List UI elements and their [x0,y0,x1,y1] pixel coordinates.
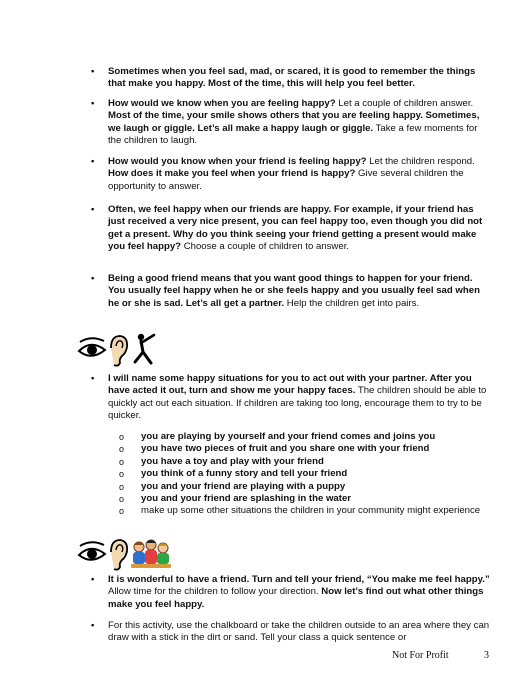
bullet-paragraph [91,66,491,91]
sub-bullet-marker: o [119,481,125,492]
bullet-paragraph [91,574,491,611]
text-run: Take a few moments for the children to laugh. [108,122,478,147]
bullet-paragraph [91,204,491,254]
bold-text-run: Being a good friend means that you want good things to happen for your friend. You usually feel happy when he or she feels happy and you usually feel sad when he or she is sad. Let’s all get a partner. [108,273,480,309]
bullet-paragraph [91,156,491,193]
bold-text-run: How would you know when your friend is feeling happy? [108,156,367,167]
bullet-marker: • [91,373,95,384]
paragraph-text [108,620,491,645]
eye-icon [79,338,105,356]
situation-text: you have a toy and play with your friend [141,455,324,467]
bold-text-run: Sometimes when you feel sad, mad, or scared, it is good to remember the things that make you happy. Most of the time, this will help you feel better. [108,66,476,90]
ear-icon [111,336,127,366]
paragraph-text [108,273,491,310]
modality-icons [77,536,177,577]
bold-text-run: Most of the time, your smile shows others that you are feeling happy. Sometimes, we laugh or giggle. Let’s all make a happy laugh or giggle. [108,110,480,134]
sub-bullet-marker: o [119,432,125,442]
bold-text-run: It is wonderful to have a friend. Turn and tell your friend, “You make me feel happy.” [108,574,490,585]
sub-bullet-marker: o [119,444,125,455]
sub-bullet-marker: o [119,506,125,517]
list-item [119,505,499,517]
list-item [119,493,499,505]
situation-text: you and your friend are playing with a puppy [141,480,346,492]
paragraph-text [108,204,491,254]
bullet-paragraph [91,620,491,645]
paragraph-text [108,156,491,193]
text-run: For this activity, use the chalkboard or take the children outside to an area where they can draw with a stick in the dirt or sand. Tell your class a quick sentence or [108,620,490,644]
bullet-marker: • [91,98,95,109]
text-run: Give several children the opportunity to answer. [108,168,464,192]
bullet-paragraph [91,273,491,310]
situation-text: you are playing by yourself and your friend comes and joins you [141,431,436,442]
bullet-marker: • [91,574,95,585]
sub-bullet-marker: o [119,456,125,467]
children-group-icon [131,540,171,568]
footer-text: Not For Profit [392,650,449,661]
bullet-marker: • [91,66,95,77]
modality-icons [77,332,159,373]
paragraph-text [108,66,491,91]
bullet-marker: • [91,273,95,284]
bullet-paragraph [91,373,491,423]
eye-icon [79,542,105,560]
paragraph-text [108,373,491,423]
bold-text-run: I will name some happy situations for you to act out with your partner. After you have acted it out, turn and show me your happy faces. [108,373,472,397]
situation-text: you have two pieces of fruit and you share one with your friend [141,443,430,455]
paragraph-text [108,98,491,148]
ear-icon [111,540,127,570]
text-run: Let a couple of children answer. [335,98,474,109]
bullet-paragraph [91,98,491,148]
bold-text-run: How would we know when you are feeling happy? [108,98,336,109]
sub-bullet-marker: o [119,469,125,480]
bold-text-run: Now let’s find out what other things make you feel happy. [108,586,484,610]
list-item [119,456,499,468]
text-run: Choose a couple of children to answer. [181,241,350,253]
bold-text-run: How does it make you feel when your friend is happy? [108,168,356,180]
sub-bullet-marker: o [119,494,125,505]
situation-text: you and your friend are splashing in the water [141,493,352,505]
bullet-marker: • [91,156,95,167]
bullet-marker: • [91,620,95,631]
bold-text-run: Often, we feel happy when our friends are happy. For example, if your friend has just received a very nice present, you can feel happy too, even though you did not get a present. Why do you think seeing your friend getting a present would make you feel happy? [108,204,483,253]
text-run: The children should be able to quickly act out each situation. If children are taking too long, encourage them to try to be quicker. [108,385,487,422]
list-item [119,431,499,443]
bullet-marker: • [91,204,95,215]
list-item [119,468,499,480]
text-run: Help the children get into pairs. [284,297,420,309]
text-run: Let the children respond. [366,156,475,167]
text-run: Allow time for the children to follow your direction. [108,586,322,598]
situation-list [119,431,499,518]
situation-text: you think of a funny story and tell your friend [141,468,348,480]
page-number: 3 [484,650,489,661]
list-item [119,481,499,493]
list-item [119,443,499,455]
paragraph-text [108,574,491,611]
stretching-person-icon [135,334,154,363]
situation-text: make up some other situations the children in your community might experience [141,505,481,517]
